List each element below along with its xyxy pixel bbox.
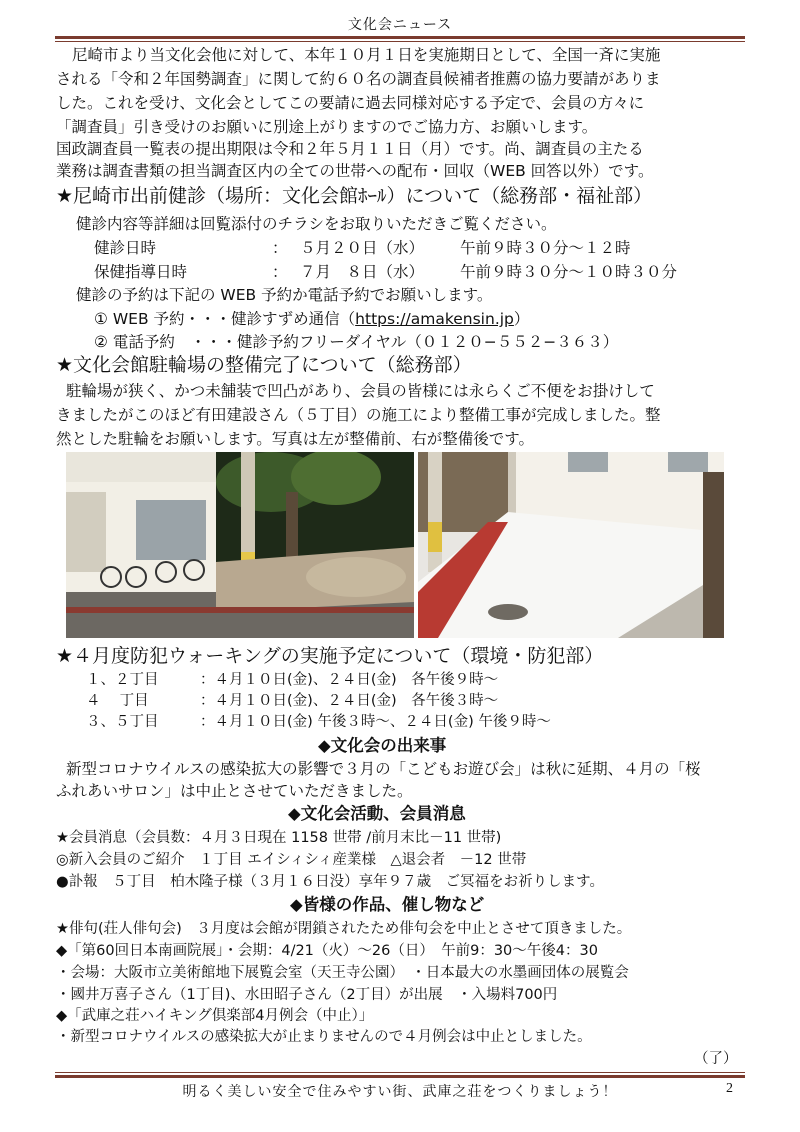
works-line-4: ・國井万喜子さん（1丁目)、水田昭子さん（2丁目）が出展 ・入場料700円 (56, 987, 558, 1003)
guidance-date: ７月 ８日（水） (300, 263, 425, 281)
phone-reservation: ② 電話予約 ・・・健診予約フリーダイヤル（０１２０−５５２−３６３） (94, 333, 619, 351)
checkup-date: ５月２０日（水） (300, 239, 425, 257)
amakensin-link[interactable]: https://amakensin.jp (355, 310, 514, 328)
bicycle-line-2: きましたがこのほど有田建設さん（５丁目）の施工により整備工事が完成しました。整 (56, 406, 661, 424)
bicycle-heading: ★文化会館駐輪場の整備完了について（総務部） (56, 354, 472, 376)
guidance-label: 保健指導日時 (94, 263, 188, 281)
census-line-2: される「令和２年国勢調査」に関して約６０名の調査員候補者推薦の協力要請がありま (56, 70, 661, 88)
health-checkup-heading: ★尼崎市出前健診（場所：文化会館ﾎｰﾙ）について（総務部・福祉部） (56, 185, 653, 207)
census-line-5: 国政調査員一覧表の提出期限は令和２年５月１１日（月）です。尚、調査員の主たる (56, 140, 644, 158)
walking-area-3: ３、５丁目 (86, 714, 159, 730)
members-line-1: ★会員消息（会員数：４月３日現在 1158 世帯 /前月末比－11 世帯) (56, 830, 502, 846)
reservation-note: 健診の予約は下記の WEB 予約か電話予約でお願いします。 (76, 286, 493, 304)
census-line-6: 業務は調査書類の担当調査区内の全ての世帯への配布・回収（WEB 回答以外）です。 (56, 162, 654, 180)
guidance-time: 午前９時３０分～１０時３０分 (460, 263, 678, 281)
works-heading: ◆皆様の作品、催し物など (290, 895, 485, 914)
works-line-1: ★俳句(荘人俳句会) ３月度は会館が閉鎖されたため俳句会を中止とさせて頂きました。 (56, 921, 632, 937)
members-heading: ◆文化会活動、会員消息 (288, 804, 466, 823)
page-number: 2 (726, 1081, 733, 1096)
events-line-2: ふれあいサロン」は中止とさせていただきました。 (56, 782, 413, 800)
photo-after-renovation (418, 452, 724, 638)
guidance-colon: ： (272, 263, 288, 281)
checkup-colon: ： (272, 239, 288, 257)
works-line-5: ◆「武庫之荘ハイキング倶楽部4月例会（中止）」 (56, 1008, 374, 1024)
works-line-6: ・新型コロナウイルスの感染拡大が止まりませんので４月例会は中止としました。 (56, 1029, 592, 1045)
page-title: 文化会ニュース (347, 17, 453, 33)
works-line-3: ・会場：大阪市立美術館地下展覧会室（天王寺公園） ・日本最大の水墨画団体の展覧会 (56, 965, 629, 981)
health-checkup-intro: 健診内容等詳細は回覧添付のチラシをお取りいただきご覧ください。 (76, 215, 557, 233)
works-line-2: ◆「第60回日本南画院展」・会期：4/21（火）～26（日） 午前9：30～午後4：30 (56, 943, 598, 959)
census-line-1: 尼崎市より当文化会他に対して、本年１０月１日を実施期日として、全国一斉に実施 (72, 46, 661, 64)
footer-rule (55, 1072, 745, 1078)
checkup-time: 午前９時３０分～１２時 (460, 239, 631, 257)
photo-before-renovation (66, 452, 414, 638)
walking-schedule-2: ：４月１０日(金)、２４日(金) 各午後３時～ (200, 693, 499, 709)
walking-area-2: ４ 丁目 (86, 693, 149, 709)
census-line-3: した。これを受け、文化会としてこの要請に過去同様対応する予定で、会員の方々に (56, 94, 645, 112)
members-line-3: ●訃報 ５丁目 柏木隆子様（３月１６日没）享年９７歳 ご冥福をお祈りします。 (56, 874, 604, 890)
end-mark: （了） (694, 1051, 738, 1067)
walking-schedule-3: ：４月１０日(金) 午後３時～、２４日(金) 午後９時～ (200, 714, 551, 730)
web-reservation: ① WEB 予約・・・健診すずめ通信（https://amakensin.jp） (94, 310, 530, 328)
bicycle-line-3: 然とした駐輪をお願いします。写真は左が整備前、右が整備後です。 (56, 430, 535, 448)
members-line-2: ◎新入会員のご紹介 １丁目 エイシィシィ産業様 △退会者 －12 世帯 (56, 852, 527, 868)
footer-motto: 明るく美しい安全で住みやすい街、武庫之荘をつくりましょう！ (182, 1084, 618, 1100)
checkup-label: 健診日時 (94, 239, 157, 257)
header-rule (55, 36, 745, 42)
walking-schedule-1: ：４月１０日(金)、２４日(金) 各午後９時～ (200, 672, 499, 688)
census-line-4: 「調査員」引き受けのお願いに別途上がりますのでご協力方、お願いします。 (56, 118, 598, 136)
events-line-1: 新型コロナウイルスの感染拡大の影響で３月の「こどもお遊び会」は秋に延期、４月の「桜 (66, 760, 701, 778)
walking-area-1: １、２丁目 (86, 672, 159, 688)
events-heading: ◆文化会の出来事 (318, 736, 447, 755)
bicycle-line-1: 駐輪場が狭く、かつ未舗装で凹凸があり、会員の皆様には永らくご不便をお掛けして (66, 382, 655, 400)
walking-heading: ★４月度防犯ウォーキングの実施予定について（環境・防犯部） (56, 645, 604, 667)
